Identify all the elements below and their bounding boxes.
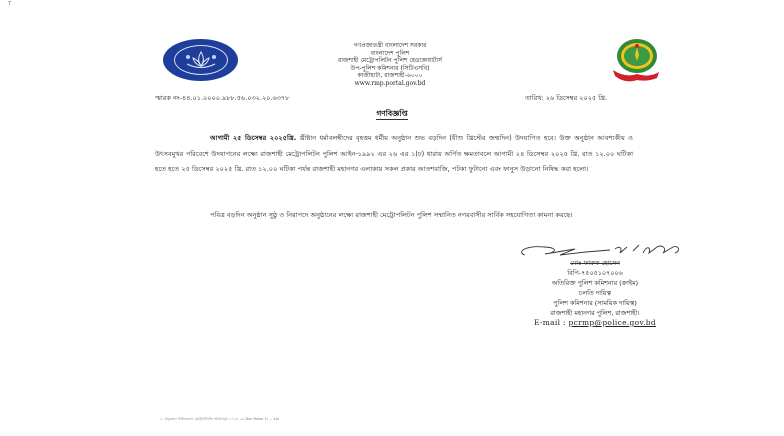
signatory-name: মোঃ ফারুক হোসেন	[570, 259, 620, 267]
signatory-bp: বিপি-৭৫০৫১০৭০০৬	[567, 269, 623, 277]
email-label: E-mail :	[533, 318, 566, 327]
corner-mark: T	[8, 1, 12, 7]
notice-paragraph-1	[155, 131, 633, 178]
rmp-emblem-icon	[611, 34, 659, 84]
letterhead-line: কাজীহাটা, রাজশাহী-৬০০০	[357, 72, 423, 80]
signatory-office: পুলিশ কমিশনার (সাময়িক দায়িত্ব)	[553, 299, 637, 307]
date-value: ২৬ ডিসেম্বর ২০২৫ খ্রি.	[545, 94, 607, 102]
bangladesh-police-logo-icon	[163, 39, 238, 81]
issue-date	[525, 93, 607, 104]
signatory-org: রাজশাহী মহানগর পুলিশ, রাজশাহী।	[550, 309, 640, 317]
para1-text: খ্রীষ্টান ধর্মাবলম্বীদের বৃহত্তম ধর্মীয় অনুষ্ঠান শুভ বড়দিন (যীশু খ্রিস্টের জন্মদিন) উদযাপিত হবে। উক্ত অনুষ্ঠান আবশ্যকীয় ও উৎসবমুখর পরিবেশে উদযাপনের লক্ষ্যে রাজশাহী মেট্রোপলিটন পুলিশ আইন-১৯৯২ এর ২৬ এর ১(ঢ) ধারায় অর্পিত ক্ষমতাবলে আগামী ২৪ ডিসেম্বর ২০২৫ খ্রি. রাত ১২.০০ ঘটিকা হতে হতে ২৫ ডিসেম্বর ২০২৫ খ্রি. রাত ১২.০০ ঘটিকা পর্যন্ত রাজশাহী মহানগর এলাকায় সকল প্রকার আতশবাজি, পটকা ফুটানো এবং ফানুস উড়ানো নিষিদ্ধ করা হলো।	[155, 134, 633, 173]
signatory-designation: অতিরিক্ত পুলিশ কমিশনার (ক্রাইম)	[551, 279, 639, 287]
lotus-icon	[181, 49, 221, 71]
memo-number	[155, 93, 289, 104]
email-link[interactable]: pcrmp@police.gov.bd	[568, 318, 657, 327]
signatory-email	[505, 318, 685, 328]
page-title	[0, 109, 784, 121]
signature-block	[505, 258, 685, 328]
letterhead-line: উপ-পুলিশ কমিশনার (সিটিএসবি)	[350, 64, 430, 72]
footer-note: ১. অনুচ্ছেদ নিষিদ্ধকরণ মেট্রোপলিটন আইনানুগ ২০২৫ ২৬ Dec Rules 1l ... 1m	[160, 417, 280, 421]
letterhead-line: রাজশাহী মেট্রোপলিটন পুলিশ হেডকোয়ার্টার্স	[338, 57, 442, 65]
website-link[interactable]: www.rmp.portal.gov.bd	[354, 79, 426, 87]
letterhead-line: বাংলাদেশ পুলিশ	[370, 49, 410, 57]
notice-paragraph-2: পবিত্র বড়দিন অনুষ্ঠান সুষ্ঠু ও নিরাপদে অনুষ্ঠানের লক্ষ্যে রাজশাহী মেট্রোপলিটন পুলিশ সম্মানিত নগরবাসীর সার্বিক সহযোগিতা কামনা করছে।	[210, 211, 573, 219]
letterhead-line: গণপ্রজাতন্ত্রী বাংলাদেশ সরকার	[353, 42, 427, 49]
date-label: তারিখ:	[525, 94, 544, 102]
letterhead	[300, 42, 480, 88]
title-text: গণবিজ্ঞপ্তি	[376, 109, 408, 118]
memo-value: ৪৪.০১.০০০০.৯৮৮.৫৬.০৩২.২০.৬৩৭৮	[182, 94, 290, 102]
memo-label: স্মারক নং-	[155, 94, 182, 102]
signatory-charge: চলতি দায়িত্ব	[578, 289, 612, 297]
para1-lead: আগামী ২৫ ডিসেম্বর ২০২৫খ্রি.	[210, 134, 297, 142]
